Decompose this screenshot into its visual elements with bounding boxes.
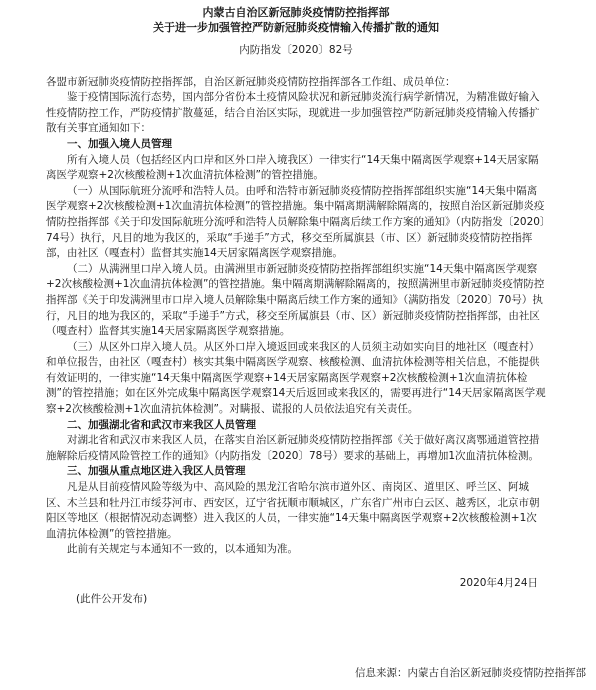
intro-paragraph: 鉴于疫情国际流行态势，国内部分省份本土疫情风险状况和新冠肺炎流行病学新情况，为精准做好输入性疫情防控工作，严防疫情扩散蔓延，结合自治区实际，现就进一步加强管控严防新冠肺炎疫情输入传播扩散有关事宜通知如下： [46, 91, 540, 135]
addressee: 各盟市新冠肺炎疫情防控指挥部，自治区新冠肺炎疫情防控指挥部各工作组、成员单位： [46, 75, 456, 88]
section-3-body: 凡是从目前疫情风险等级为中、高风险的黑龙江省哈尔滨市道外区、南岗区、道里区、呼兰区、阿城区、木兰县和牡丹江市绥芬河市、西安区，辽宁省抚顺市顺城区，广东省广州市白云区、越秀区，北京市朝阳区等地区（根据情况动态调整）进入我区的人员，一律实施“14天集中隔离医学观察+2次核酸检测+1次血清抗体检测”的管控措施。 [46, 481, 540, 540]
section-3-heading: 三、加强从重点地区进入我区人员管理 [67, 465, 246, 478]
document-title-line-1: 内蒙古自治区新冠肺炎疫情防控指挥部 [202, 6, 390, 19]
closing-paragraph: 此前有关规定与本通知不一致的，以本通知为准。 [67, 543, 298, 556]
section-2-heading: 二、加强湖北省和武汉市来我区人员管理 [67, 418, 256, 431]
publication-note: (此件公开发布) [76, 592, 148, 605]
section-1-item-3: （三）从区外口岸入境人员。从区外口岸入境返回或来我区的人员须主动如实向目的地社区（嘎查村）和单位报告，由社区（嘎查村）核实其集中隔离医学观察、核酸检测、血清抗体检测等相关信息，不能提供有效证明的，一律实施“14天集中隔离医学观察+14天居家隔离医学观察+2次核酸检测+1次血清抗体检测”的管控措施；如在区外完成集中隔离医学观察14天后返回或来我区的，需要再进行“14天居家隔离医学观察+2次核酸检测+1次血清抗体检测”。对瞒报、谎报的人员依法追究有关责任。 [46, 340, 546, 416]
source-line: 信息来源：内蒙古自治区新冠肺炎疫情防控指挥部 [355, 667, 586, 680]
section-1-heading: 一、加强入境人员管理 [67, 137, 172, 150]
section-1-item-2: （二）从满洲里口岸入境人员。由满洲里市新冠肺炎疫情防控指挥部组织实施“14天集中隔离医学观察+2次核酸检测+1次血清抗体检测”的管控措施。集中隔离期满解除隔离的，按照满洲里市新冠肺炎疫情防控指挥部《关于印发满洲里市口岸入境人员解除集中隔离后续工作方案的通知》（满防指发〔2020〕70号）执行，凡目的地为我区的，采取“手递手”方式，移交至所属旗县（市、区）新冠肺炎疫情防控指挥部，由社区（嘎查村）监督其实施14天居家隔离医学观察措施。 [46, 262, 545, 338]
document-number: 内防指发〔2020〕82号 [239, 44, 353, 56]
section-1-item-1: （一）从国际航班分流呼和浩特人员。由呼和浩特市新冠肺炎疫情防控指挥部组织实施“14天集中隔离医学观察+2次核酸检测+1次血清抗体检测”的管控措施。集中隔离期满解除隔离的，按照自治区新冠肺炎疫情防控指挥部《关于印发国际航班分流呼和浩特人员解除集中隔离后续工作方案的通知》（内防指发〔2020〕74号）执行，凡目的地为我区的，采取“手递手”方式，移交至所属旗县（市、区）新冠肺炎疫情防控指挥部，由社区（嘎查村）监督其实施14天居家隔离医学观察措施。 [46, 184, 546, 260]
section-1-body: 所有入境人员（包括经区内口岸和区外口岸入境我区）一律实行“14天集中隔离医学观察+14天居家隔离医学观察+2次核酸检测+1次血清抗体检测”的管控措施。 [46, 153, 539, 182]
document-title-line-2: 关于进一步加强管控严防新冠肺炎疫情输入传播扩散的通知 [153, 21, 439, 34]
issue-date: 2020年4月24日 [459, 577, 538, 589]
section-2-body: 对湖北省和武汉市来我区人员，在落实自治区新冠肺炎疫情防控指挥部《关于做好离汉离鄂通道管控措施解除后疫情风险管控工作的通知》（内防指发〔2020〕78号）要求的基础上，再增加1次血清抗体检测。 [46, 434, 540, 462]
